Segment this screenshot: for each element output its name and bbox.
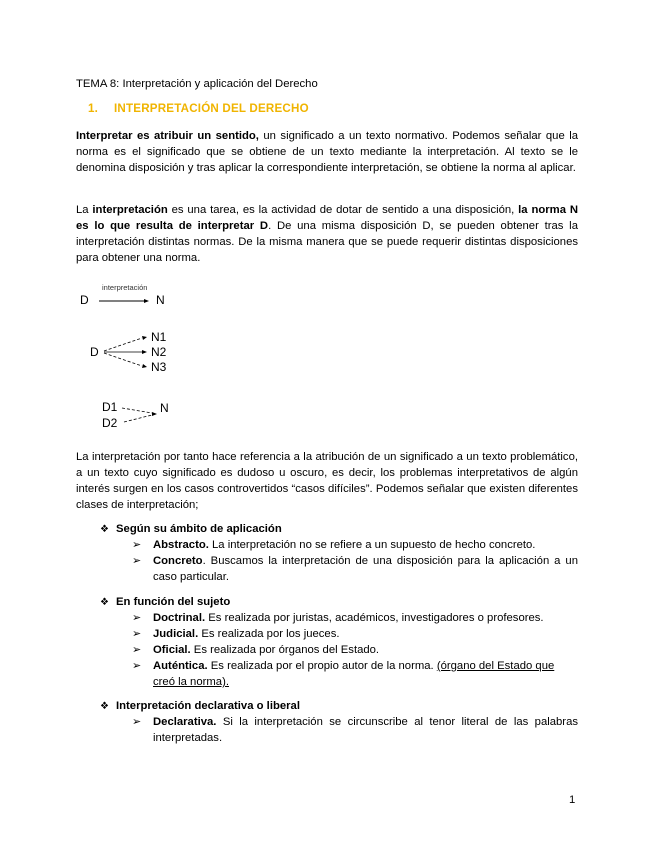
diagram-d-to-n	[80, 284, 220, 313]
arrow-bullet-icon: ➢	[132, 660, 142, 672]
arrow-bullet-icon: ➢	[132, 539, 142, 551]
list-item	[132, 610, 578, 626]
arrow-head	[142, 336, 147, 340]
arrow-bullet-icon: ➢	[132, 612, 142, 624]
item-desc: . Buscamos la interpretación de una disposición para la aplicación a un caso particular.	[153, 555, 578, 583]
diamond-bullet-icon: ❖	[100, 701, 109, 712]
text-span: La	[76, 204, 93, 216]
arrow-line	[104, 353, 142, 366]
node-n1: N1	[151, 330, 167, 344]
item-term: Concreto	[153, 555, 203, 567]
node-n: N	[160, 401, 169, 415]
diagram-d-to-n-svg	[80, 284, 180, 308]
item-term: Declarativa.	[153, 716, 217, 728]
diamond-bullet-icon: ❖	[100, 524, 109, 535]
item-note: (órgano del Estado que creó la norma).	[153, 660, 555, 688]
node-d: D	[80, 293, 89, 307]
arrow-bullet-icon: ➢	[132, 716, 142, 728]
paragraph-interpretation	[76, 202, 578, 266]
bold-term: la norma N es lo que resulta de interpretar D	[76, 204, 578, 232]
bold-term: interpretación	[92, 204, 168, 216]
node-n3: N3	[151, 360, 167, 374]
list-item	[132, 626, 578, 642]
item-term: Abstracto.	[153, 539, 209, 551]
paragraph-problematic: La interpretación por tanto hace referencia a la atribución de un significado a un texto problemático, a un texto cuyo significado es dudoso u oscuro, es decir, los problemas interpretativos de algún interés surgen en los casos controvertidos “casos difíciles”. Podemos señalar que existen diferentes clases de interpretación;	[76, 451, 578, 511]
node-d1: D1	[102, 400, 118, 414]
arrow-head	[152, 412, 157, 416]
item-desc: Es realizada por los jueces.	[198, 628, 340, 640]
class-title: Según su ámbito de aplicación	[116, 523, 282, 535]
item-desc: La interpretación no se refiere a un supuesto de hecho concreto.	[208, 539, 536, 551]
arrow-line	[104, 338, 142, 351]
node-n2: N2	[151, 345, 167, 359]
list-item	[132, 642, 578, 658]
diagram-many-to-n	[102, 398, 242, 437]
list-item	[132, 714, 578, 746]
class-heading	[100, 521, 282, 538]
arrow-bullet-icon: ➢	[132, 628, 142, 640]
section-heading	[88, 102, 309, 115]
node-d: D	[90, 345, 99, 359]
list-item	[132, 537, 578, 553]
class-heading	[100, 698, 300, 715]
list-item	[132, 658, 578, 690]
arrow-line	[122, 408, 152, 413]
item-term: Doctrinal.	[153, 612, 206, 624]
arrow-label: interpretación	[102, 283, 148, 292]
item-term: Judicial.	[153, 628, 199, 640]
item-desc: Si la interpretación se circunscribe al tenor literal de las palabras interpretadas.	[153, 716, 578, 744]
definition-lead: Interpretar es atribuir un sentido,	[76, 130, 259, 142]
item-desc: Es realizada por el propio autor de la norma.	[207, 660, 437, 672]
page-number: 1	[569, 794, 576, 806]
diagram-d-to-many-svg	[90, 330, 190, 376]
arrow-bullet-icon: ➢	[132, 644, 142, 656]
arrow-head	[142, 350, 147, 354]
diagram-d-to-many	[90, 330, 230, 381]
diamond-bullet-icon: ❖	[100, 597, 109, 608]
section-number: 1.	[88, 102, 99, 115]
class-title: En función del sujeto	[116, 596, 231, 608]
item-term: Oficial.	[153, 644, 191, 656]
paragraph-definition	[76, 128, 578, 176]
text-span: es una tarea, es la actividad de dotar de sentido a una disposición,	[167, 204, 519, 216]
document-header: TEMA 8: Interpretación y aplicación del Derecho	[76, 78, 318, 90]
item-desc: Es realizada por órganos del Estado.	[190, 644, 380, 656]
item-desc: Es realizada por juristas, académicos, investigadores o profesores.	[205, 612, 544, 624]
arrow-line	[124, 415, 152, 422]
arrow-head	[142, 364, 147, 368]
node-d2: D2	[102, 416, 118, 430]
node-n: N	[156, 293, 165, 307]
section-title: INTERPRETACIÓN DEL DERECHO	[114, 102, 309, 115]
list-item	[132, 553, 578, 585]
diagram-many-to-n-svg	[102, 398, 202, 432]
arrow-bullet-icon: ➢	[132, 555, 142, 567]
item-term: Auténtica.	[153, 660, 208, 672]
definition-text: un significado a un texto normativo. Podemos señalar que la norma es el significado que se obtiene de un texto mediante la interpretación. Al texto se le denomina disposición y tras aplicar la correspondiente interpretación, se obtiene la norma al aplicar.	[76, 130, 578, 174]
class-heading	[100, 594, 230, 611]
text-span: . De una misma disposición D, se pueden obtener tras la interpretación distintas normas. De la misma manera que se puede requerir distintas disposiciones para obtener una norma.	[76, 220, 578, 264]
arrow-head	[144, 299, 149, 303]
class-title: Interpretación declarativa o liberal	[116, 700, 300, 712]
